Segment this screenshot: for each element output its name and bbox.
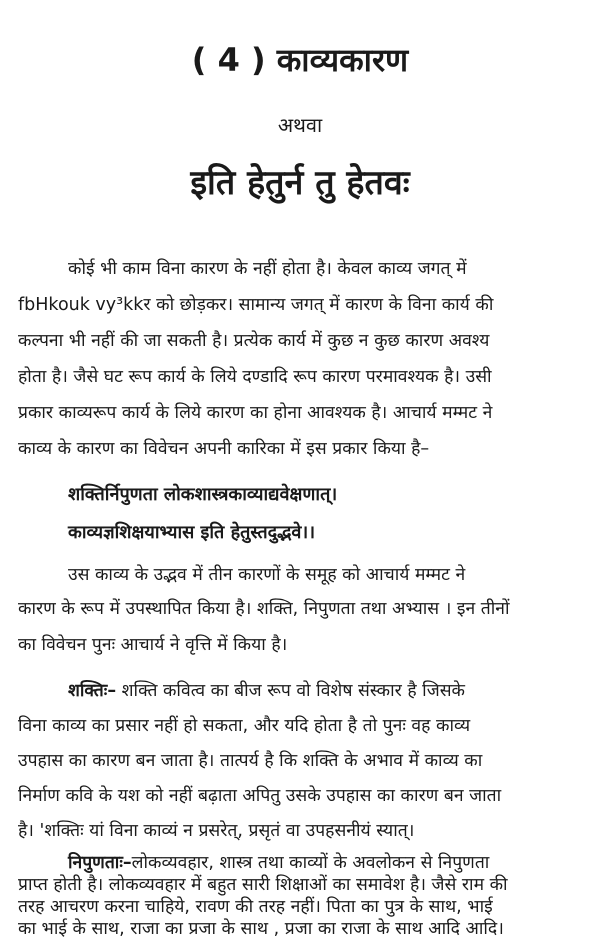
nipunata-paragraph-first-line [68,852,600,874]
paragraph-line: उस काव्य के उद्भव में तीन कारणों के समूह को आचार्य मम्मट ने [68,565,466,585]
paragraph-line: प्राप्त होती है। लोकव्यवहार में बहुत सारी शिक्षाओं का समावेश है। जैसे राम की [18,875,508,895]
shakti-text: शक्ति कवित्व का बीज रूप वो विशेष संस्कार है जिसके [116,681,465,701]
paragraph-line: कोई भी काम विना कारण के नहीं होता है। केवल काव्य जगत् में [68,259,467,279]
paragraph-line: प्रकार काव्यरूप कार्य के लिये कारण का होना आवश्यक है। आचार्य मम्मट ने [18,403,493,423]
paragraph-line: निर्माण कवि के यश को नहीं बढ़ाता अपितु उसके उपहास का कारण बन जाता [18,786,502,806]
shakti-term: शक्तिः– [68,681,117,701]
shakti-paragraph-first-line [68,680,600,702]
paragraph-line: है। 'शक्तिः यां विना काव्यं न प्रसरेत्, प्रसृतं वा उपहसनीयं स्यात्। [18,821,415,841]
alternate-word: अथवा [277,113,323,137]
paragraph-line: होता है। जैसे घट रूप कार्य के लिये दण्डादि रूप कारण परमावश्यक है। उसी [18,367,492,387]
paragraph-line: विना काव्य का प्रसार नहीं हो सकता, और यदि होता है तो पुनः वह काव्य [18,716,471,736]
nipunata-term: निपुणताः– [68,853,132,873]
paragraph-line: कल्पना भी नहीं की जा सकती है। प्रत्येक कार्य में कुछ न कुछ कारण अवश्य [18,331,490,351]
paragraph-line: कारण के रूप में उपस्थापित किया है। शक्ति, निपुणता तथा अभ्यास । इन तीनों [18,599,510,619]
paragraph-line: तरह आचरण करना चाहिये, रावण की तरह नहीं। पिता का पुत्र के साथ, भाई [18,897,493,917]
paragraph-line: का भाई के साथ, राजा का प्रजा के साथ , प्रजा का राजा के साथ आदि आदि। [18,919,504,939]
paragraph-line: fbHkouk vy³kkर को छोड़कर। सामान्य जगत् में कारण के विना कार्य की [18,295,494,315]
nipunata-text: लोकव्यवहार, शास्त्र तथा काव्यों के अवलोकन से निपुणता [131,853,490,873]
verse-line: काव्यज्ञशिक्षयाभ्यास इति हेतुस्तदुद्भवे।। [68,522,316,543]
paragraph-line: का विवेचन पुनः आचार्य ने वृत्ति में किया है। [18,635,288,655]
verse-line: शक्तिर्निपुणता लोकशास्त्रकाव्याद्यवेक्षणात्। [68,484,338,505]
paragraph-line: काव्य के कारण का विवेचन अपनी कारिका में इस प्रकार किया है– [18,439,430,459]
chapter-title: ( 4 ) काव्यकारण [191,41,409,79]
paragraph-line: उपहास का कारण बन जाता है। तात्पर्य है कि शक्ति के अभाव में काव्य का [18,751,483,771]
chapter-subtitle: इति हेतुर्न तु हेतवः [190,163,410,203]
